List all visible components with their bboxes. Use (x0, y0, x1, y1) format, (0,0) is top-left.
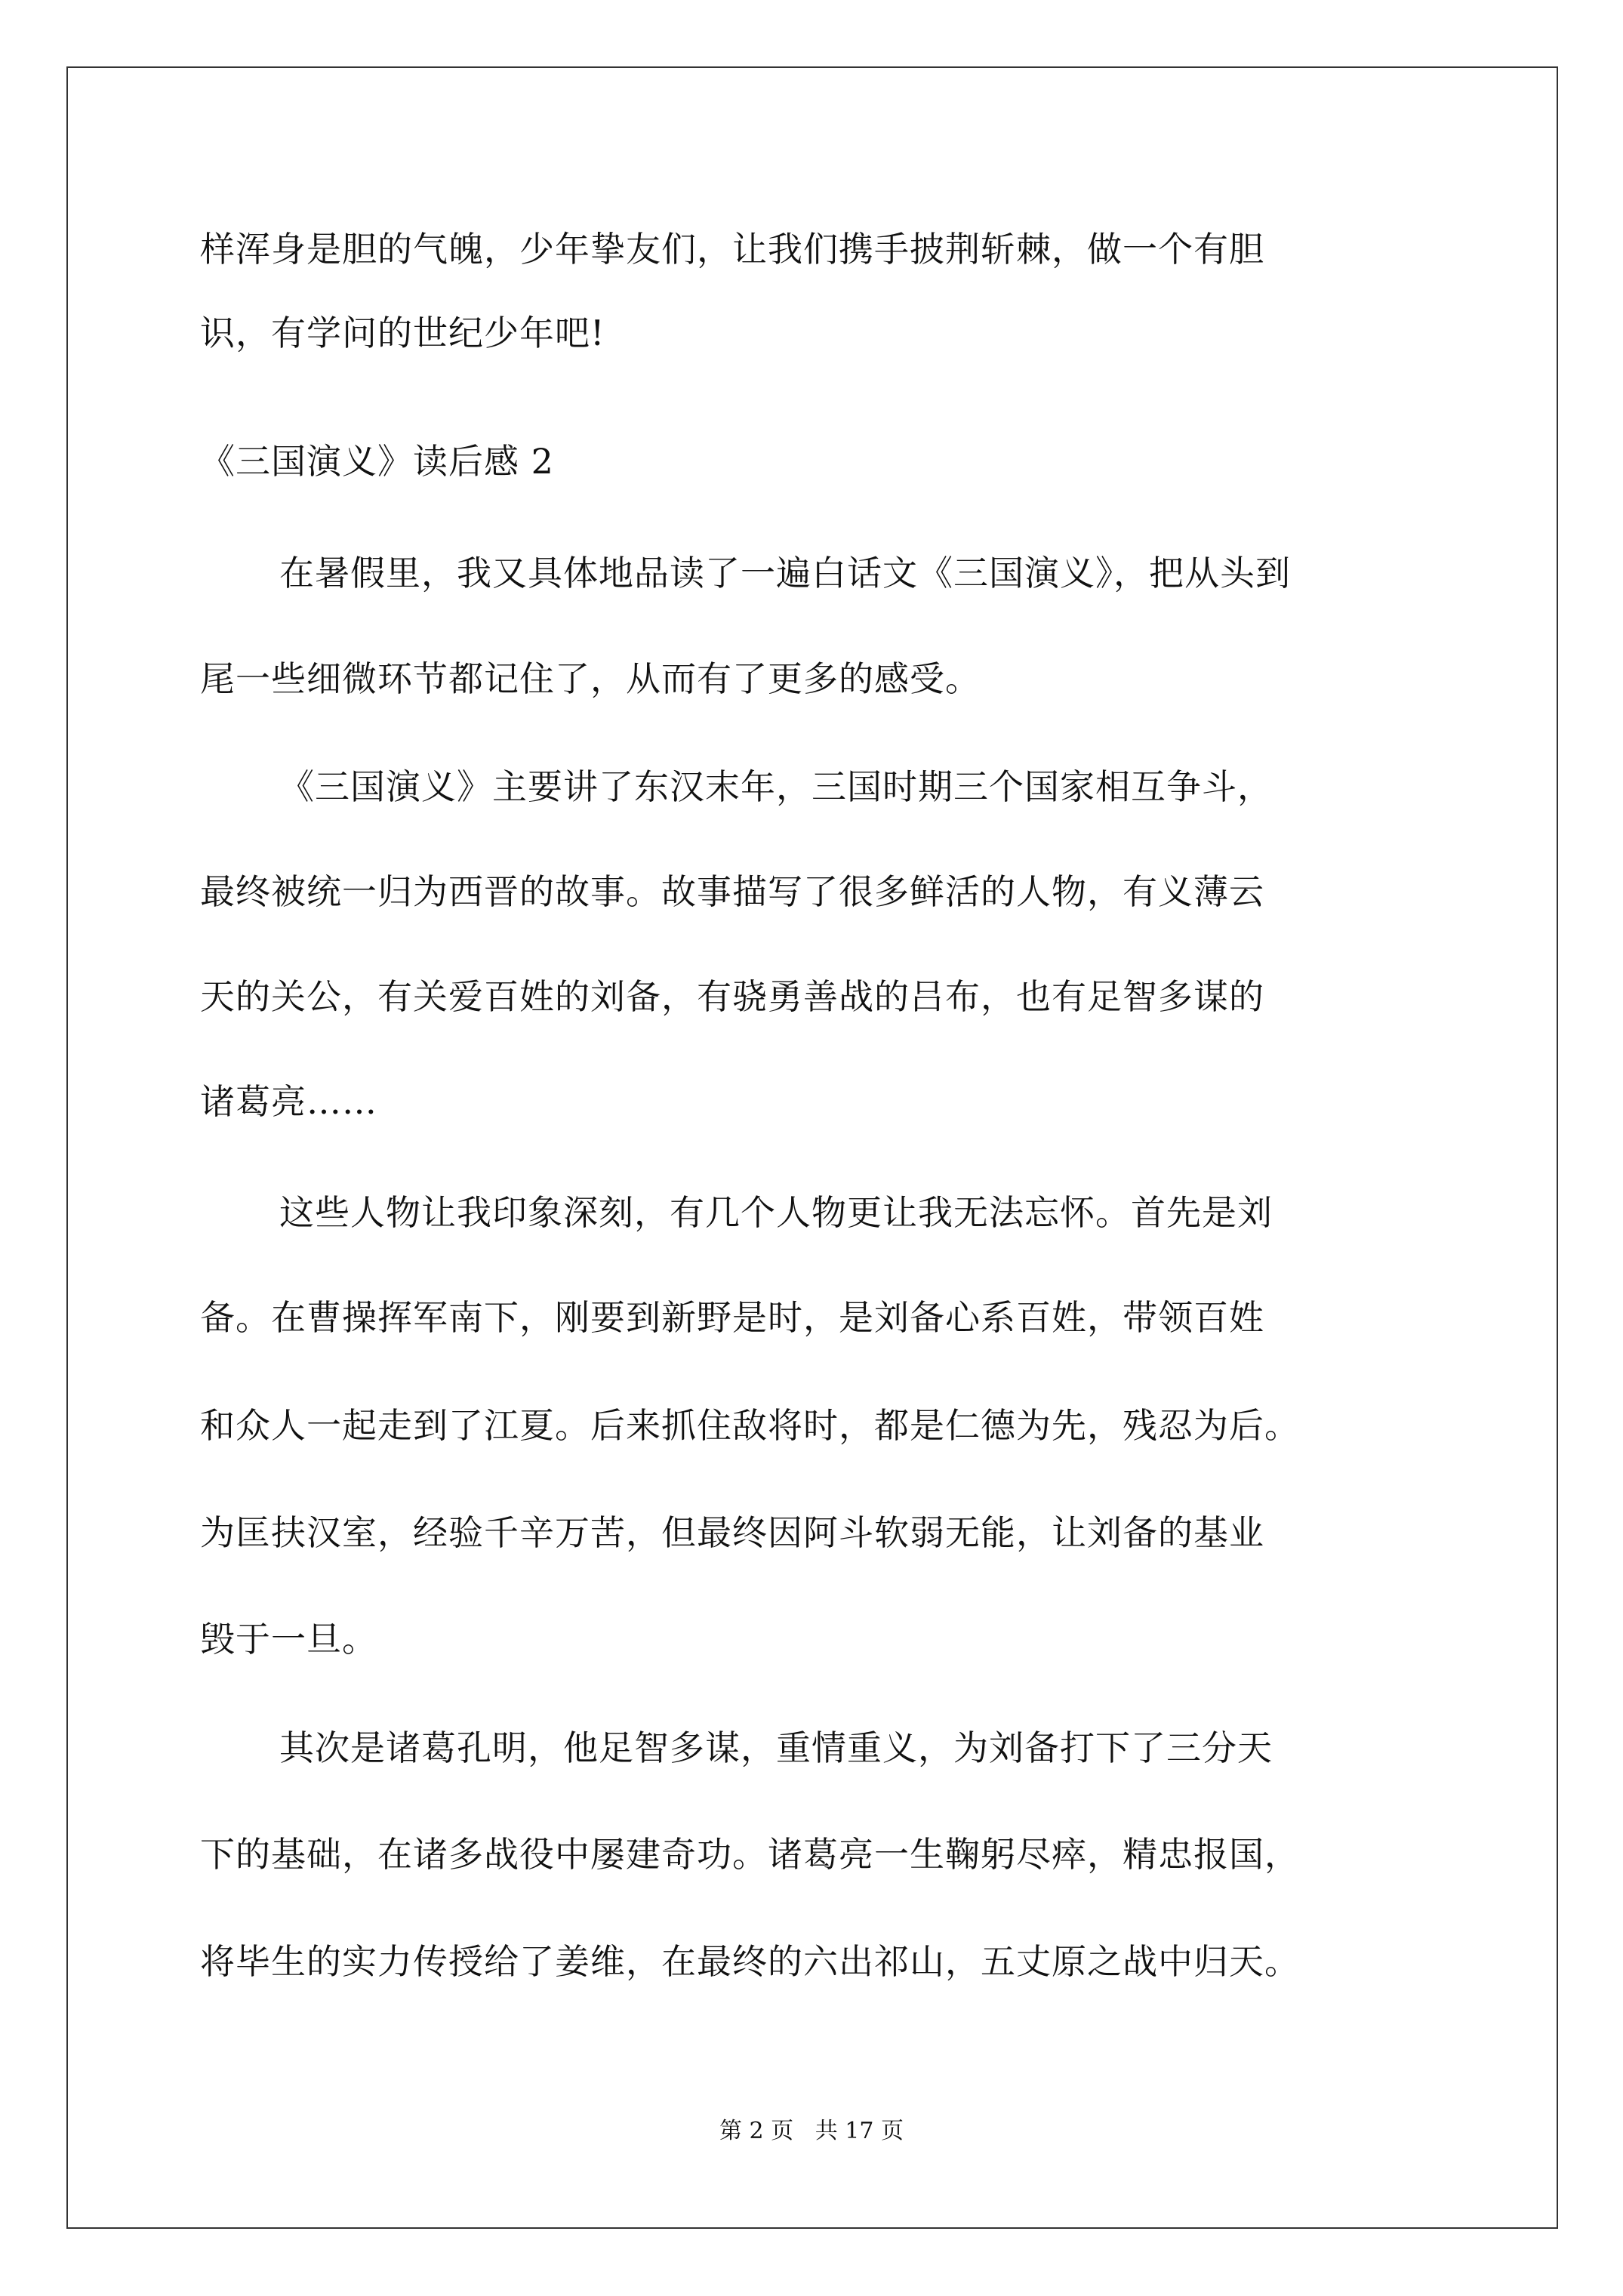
text-line-2: 识，有学问的世纪少年吧! (200, 313, 605, 353)
text-line-7: 最终被统一归为西晋的故事。故事描写了很多鲜活的人物，有义薄云 (200, 871, 1264, 912)
text-line-14: 毁于一旦。 (200, 1619, 377, 1660)
text-line-4: 在暑假里，我又具体地品读了一遍白话文《三国演义》，把从头到 (279, 553, 1291, 593)
text-line-1: 样浑身是胆的气魄，少年挚友们，让我们携手披荆斩棘，做一个有胆 (200, 229, 1264, 270)
section-heading: 《三国演义》读后感 2 (200, 441, 554, 482)
page-number-footer: 第 2 页 共 17 页 (719, 2118, 904, 2144)
text-line-6: 《三国演义》主要讲了东汉末年，三国时期三个国家相互争斗， (279, 766, 1273, 807)
text-line-13: 为匡扶汉室，经验千辛万苦，但最终因阿斗软弱无能，让刘备的基业 (200, 1512, 1264, 1553)
text-line-17: 将毕生的实力传授给了姜维，在最终的六出祁山，五丈原之战中归天。 (200, 1941, 1300, 1982)
text-line-10: 这些人物让我印象深刻，有几个人物更让我无法忘怀。首先是刘 (279, 1192, 1273, 1233)
text-line-11: 备。在曹操挥军南下，刚要到新野是时，是刘备心系百姓，带领百姓 (200, 1297, 1264, 1338)
text-line-16: 下的基础，在诸多战役中屡建奇功。诸葛亮一生鞠躬尽瘁，精忠报国， (200, 1834, 1300, 1875)
text-line-15: 其次是诸葛孔明，他足智多谋，重情重义，为刘备打下了三分天 (279, 1727, 1273, 1768)
text-line-12: 和众人一起走到了江夏。后来抓住敌将时，都是仁德为先，残忍为后。 (200, 1405, 1300, 1446)
text-line-5: 尾一些细微环节都记住了，从而有了更多的感受。 (200, 658, 981, 699)
text-line-8: 天的关公，有关爱百姓的刘备，有骁勇善战的吕布，也有足智多谋的 (200, 976, 1264, 1017)
text-line-9: 诸葛亮…… (200, 1081, 377, 1122)
page-border (66, 66, 1558, 2229)
